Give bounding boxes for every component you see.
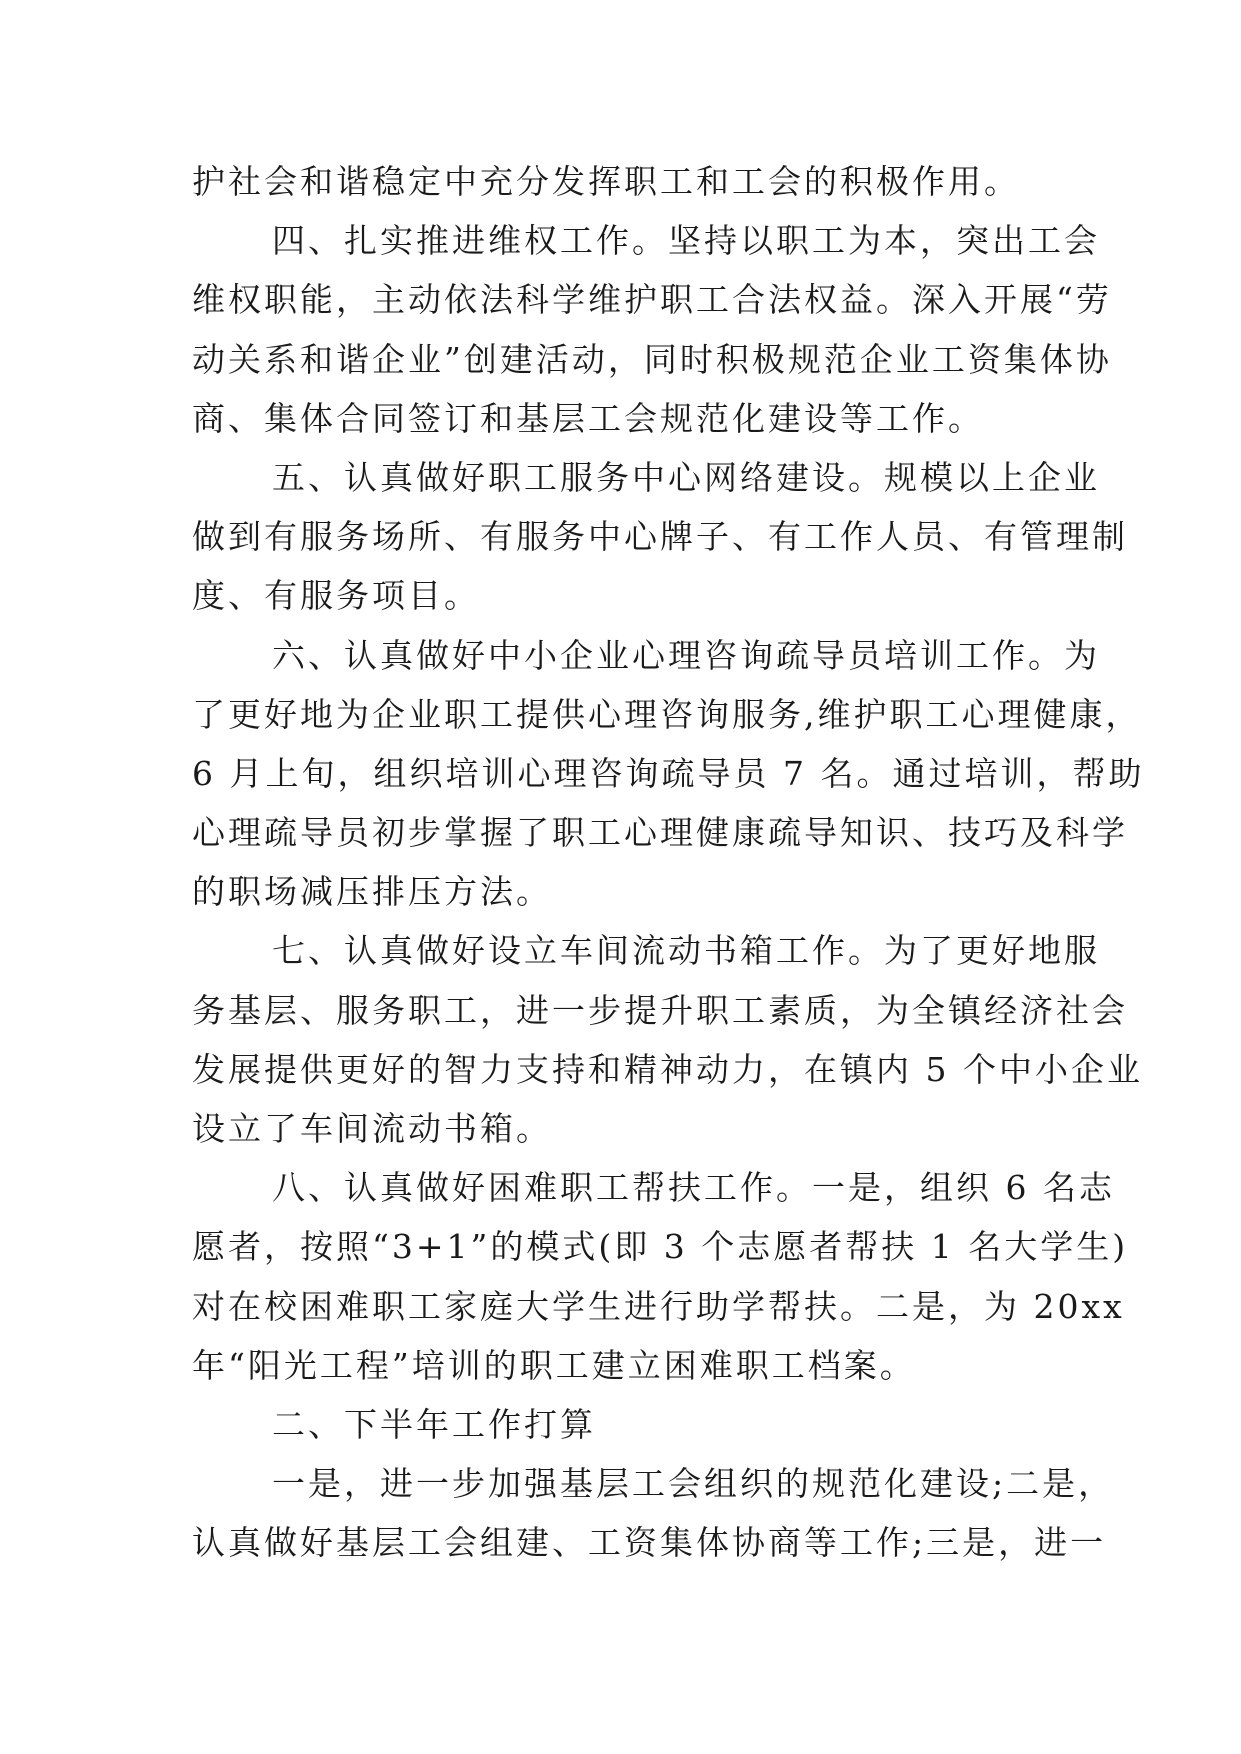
paragraph-heading-5: 五、认真做好职工服务中心网络建设。规模以上企业 <box>272 457 1100 497</box>
text-line: 6 月上旬，组织培训心理咨询疏导员 7 名。通过培训，帮助 <box>192 753 1145 793</box>
text-line: 动关系和谐企业”创建活动，同时积极规范企业工资集体协 <box>192 339 1112 379</box>
paragraph-heading-7: 七、认真做好设立车间流动书箱工作。为了更好地服 <box>272 931 1100 971</box>
text-line: 的职场减压排压方法。 <box>192 872 552 912</box>
paragraph-heading-4: 四、扎实推进维权工作。坚持以职工为本，突出工会 <box>272 221 1100 261</box>
paragraph-heading-8: 八、认真做好困难职工帮扶工作。一是，组织 6 名志 <box>272 1168 1115 1208</box>
text-line: 了更好地为企业职工提供心理咨询服务,维护职工心理健康， <box>192 694 1142 734</box>
section-heading: 二、下半年工作打算 <box>272 1404 596 1444</box>
text-line: 认真做好基层工会组建、工资集体协商等工作;三是，进一 <box>192 1523 1107 1563</box>
paragraph-first-line: 一是，进一步加强基层工会组织的规范化建设;二是， <box>272 1464 1115 1504</box>
text-line: 维权职能，主动依法科学维护职工合法权益。深入开展“劳 <box>192 280 1112 320</box>
paragraph-heading-6: 六、认真做好中小企业心理咨询疏导员培训工作。为 <box>272 635 1100 675</box>
text-line: 务基层、服务职工，进一步提升职工素质，为全镇经济社会 <box>192 990 1128 1030</box>
body-text <box>192 152 1145 1573</box>
text-line: 商、集体合同签订和基层工会规范化建设等工作。 <box>192 398 984 438</box>
text-line: 护社会和谐稳定中充分发挥职工和工会的积极作用。 <box>192 162 1020 201</box>
text-line: 愿者，按照“3+1”的模式(即 3 个志愿者帮扶 1 名大学生) <box>192 1227 1129 1267</box>
text-line: 度、有服务项目。 <box>192 576 480 616</box>
text-line: 设立了车间流动书箱。 <box>192 1109 552 1148</box>
text-line: 做到有服务场所、有服务中心牌子、有工作人员、有管理制 <box>192 517 1128 557</box>
text-line: 发展提供更好的智力支持和精神动力，在镇内 5 个中小企业 <box>192 1049 1143 1089</box>
text-line: 年“阳光工程”培训的职工建立困难职工档案。 <box>192 1345 916 1385</box>
text-line: 对在校困难职工家庭大学生进行助学帮扶。二是，为 20xx <box>192 1286 1125 1326</box>
text-line: 心理疏导员初步掌握了职工心理健康疏导知识、技巧及科学 <box>192 813 1128 853</box>
